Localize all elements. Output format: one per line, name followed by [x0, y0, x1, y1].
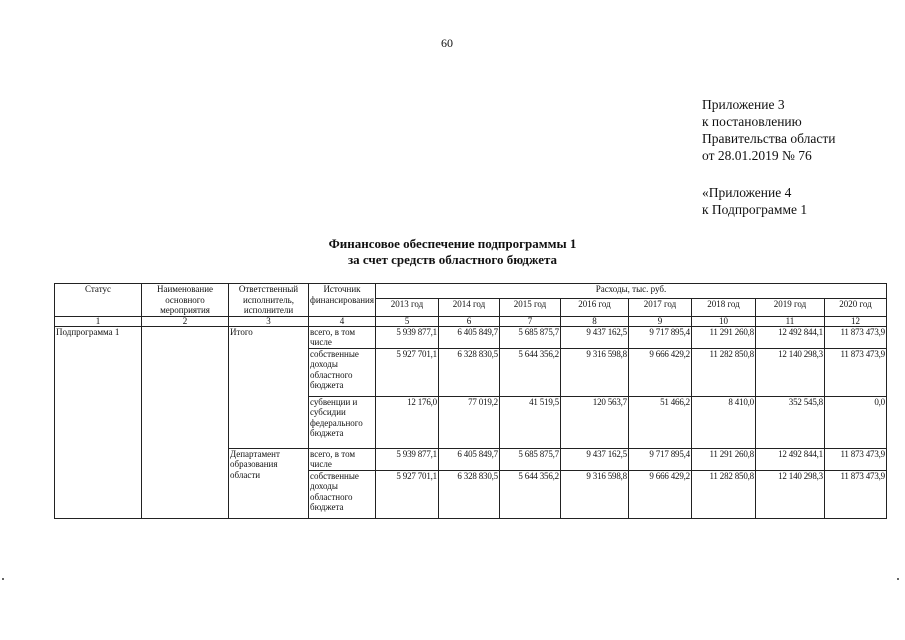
value-cell: 8 410,0 [691, 396, 755, 448]
table-row [55, 326, 887, 348]
value-cell: 120 563,7 [560, 396, 628, 448]
appendix-line: Приложение 3 [702, 97, 785, 112]
column-number: 4 [309, 316, 376, 326]
value-cell: 9 316 598,8 [560, 470, 628, 518]
value-cell: 41 519,5 [499, 396, 560, 448]
year-header: 2015 год [499, 299, 560, 316]
column-number: 9 [628, 316, 691, 326]
appendix-line: Правительства области [702, 131, 836, 146]
value-cell: 11 282 850,8 [691, 470, 755, 518]
executor-cell: Итого [229, 326, 309, 448]
value-cell: 12 492 844,1 [755, 448, 824, 470]
page-number: 60 [441, 36, 453, 50]
value-cell: 352 545,8 [755, 396, 824, 448]
year-header: 2016 год [560, 299, 628, 316]
appendix-block [702, 96, 835, 164]
year-header: 2018 год [691, 299, 755, 316]
column-number: 2 [142, 316, 229, 326]
column-number: 6 [438, 316, 499, 326]
value-cell: 9 717 895,4 [628, 448, 691, 470]
scan-mark [897, 578, 899, 580]
value-cell: 9 666 429,2 [628, 470, 691, 518]
appendix-line: к постановлению [702, 114, 802, 129]
column-number: 11 [755, 316, 824, 326]
column-number: 12 [824, 316, 886, 326]
value-cell: 5 927 701,1 [375, 470, 438, 518]
title-line-1: Финансовое обеспечение подпрограммы 1 [328, 236, 577, 251]
year-header: 2014 год [438, 299, 499, 316]
value-cell: 12 176,0 [375, 396, 438, 448]
executor-cell: Департамент образования области [229, 448, 309, 518]
column-number: 5 [375, 316, 438, 326]
value-cell: 5 644 356,2 [499, 348, 560, 396]
value-cell: 9 437 162,5 [560, 326, 628, 348]
appendix-2-block [702, 184, 807, 218]
title-line-2: за счет средств областного бюджета [347, 252, 558, 267]
value-cell: 5 685 875,7 [499, 448, 560, 470]
year-header: 2013 год [375, 299, 438, 316]
value-cell: 11 873 473,9 [824, 470, 886, 518]
value-cell: 0,0 [824, 396, 886, 448]
value-cell: 5 685 875,7 [499, 326, 560, 348]
header-expenses: Расходы, тыс. руб. [375, 284, 886, 299]
column-number-row [55, 316, 887, 326]
scan-mark [2, 578, 4, 580]
value-cell: 5 927 701,1 [375, 348, 438, 396]
value-cell: 11 291 260,8 [691, 326, 755, 348]
source-cell: собственные доходы областного бюджета [309, 348, 376, 396]
value-cell: 5 939 877,1 [375, 448, 438, 470]
source-cell: всего, в том числе [309, 326, 376, 348]
source-cell: субвенции и субсидии федерального бюджета [309, 396, 376, 448]
year-header: 2019 год [755, 299, 824, 316]
value-cell: 11 873 473,9 [824, 448, 886, 470]
column-number: 10 [691, 316, 755, 326]
column-number: 7 [499, 316, 560, 326]
financing-table [54, 283, 887, 519]
appendix-2-line: «Приложение 4 [702, 185, 792, 200]
value-cell: 6 328 830,5 [438, 348, 499, 396]
value-cell: 9 666 429,2 [628, 348, 691, 396]
value-cell: 6 328 830,5 [438, 470, 499, 518]
header-measure-name: Наименование основного мероприятия [142, 284, 229, 317]
source-cell: собственные доходы областного бюджета [309, 470, 376, 518]
value-cell: 9 316 598,8 [560, 348, 628, 396]
column-number: 8 [560, 316, 628, 326]
column-number: 3 [229, 316, 309, 326]
value-cell: 11 873 473,9 [824, 348, 886, 396]
value-cell: 6 405 849,7 [438, 448, 499, 470]
source-cell: всего, в том числе [309, 448, 376, 470]
value-cell: 9 717 895,4 [628, 326, 691, 348]
value-cell: 6 405 849,7 [438, 326, 499, 348]
header-status: Статус [55, 284, 142, 317]
year-header: 2017 год [628, 299, 691, 316]
value-cell: 11 291 260,8 [691, 448, 755, 470]
document-title [0, 236, 905, 268]
value-cell: 77 019,2 [438, 396, 499, 448]
header-executor: Ответственный исполнитель, исполнители [229, 284, 309, 317]
value-cell: 5 644 356,2 [499, 470, 560, 518]
column-number: 1 [55, 316, 142, 326]
appendix-2-line: к Подпрограмме 1 [702, 202, 808, 217]
year-header: 2020 год [824, 299, 886, 316]
value-cell: 12 492 844,1 [755, 326, 824, 348]
appendix-line: от 28.01.2019 № 76 [702, 148, 812, 163]
value-cell: 12 140 298,3 [755, 348, 824, 396]
value-cell: 11 873 473,9 [824, 326, 886, 348]
value-cell: 5 939 877,1 [375, 326, 438, 348]
measure-name-cell [142, 326, 229, 518]
value-cell: 12 140 298,3 [755, 470, 824, 518]
value-cell: 9 437 162,5 [560, 448, 628, 470]
status-cell: Подпрограмма 1 [55, 326, 142, 518]
header-source: Источник финансирования [309, 284, 376, 317]
value-cell: 11 282 850,8 [691, 348, 755, 396]
value-cell: 51 466,2 [628, 396, 691, 448]
